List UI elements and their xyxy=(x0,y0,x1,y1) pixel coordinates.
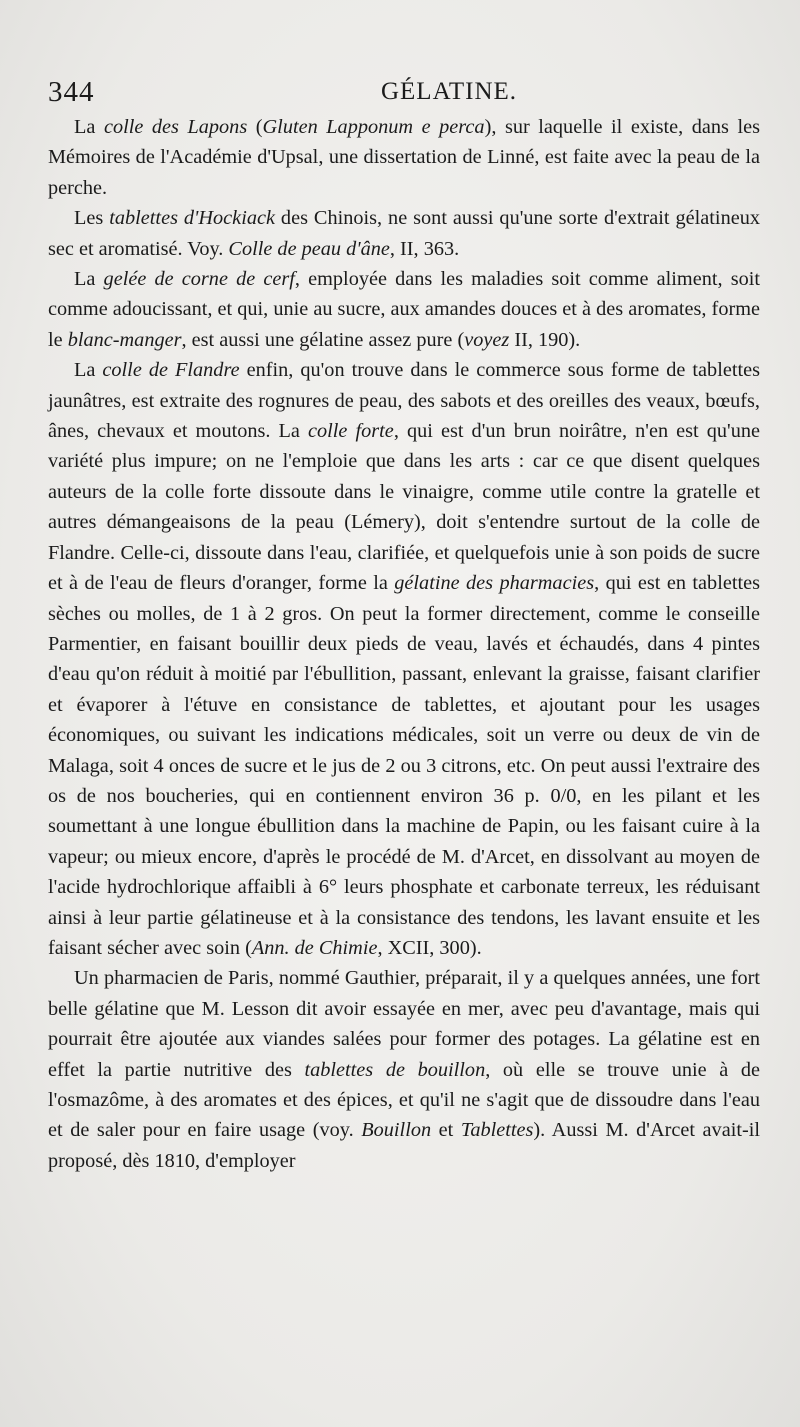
text-run: ( xyxy=(247,116,263,138)
text-run: , qui est en tablettes sèches ou molles, de 1 à 2 gros. On peut la former directement, comme le conseille Parmentier, en faisant bouillir deux pieds de veau, lavés et échaudés, dans 4 pintes d'eau qu'on réduit à moitié par l'ébullition, passant, enlevant la graisse, faisant clarifier et évaporer à l'étuve en consistance de tablettes, et ajoutant pour les usages économiques, ou suivant les indications médicales, soit un verre ou deux de vin de Malaga, soit 4 onces de sucre et le jus de 2 ou 3 citrons, etc. On peut aussi l'extraire des os de nos boucheries, qui en contiennent environ 36 p. 0/0, en les pilant et les soumettant à une longue ébullition dans la machine de Papin, ou les faisant cuire à la vapeur; ou mieux encore, d'après le procédé de M. d'Arcet, en dissolvant au moyen de l'acide hydrochlorique affaibli à 6° leurs phosphate et carbonate terreux, les réduisant ainsi à leur partie gélatineuse et à la consistance des tendons, les lavant ensuite et les faisant sécher avec soin ( xyxy=(48,572,760,959)
text-run: , où elle se trouve unie à de l'osmazôme, à des aromates et des épices, et qu'il ne s'agit que de dissoudre dans l'eau et de saler pour en faire usage (voy. xyxy=(48,1058,761,1142)
text-run: , II, 363. xyxy=(389,237,460,260)
paragraph xyxy=(48,963,760,1176)
text-run: Les xyxy=(74,207,110,230)
text-run: , est aussi une gélatine assez pure ( xyxy=(181,328,465,351)
italic-text-run: gélatine des pharmacies xyxy=(394,572,595,595)
paragraph xyxy=(48,203,760,264)
text-run: et xyxy=(431,1119,461,1142)
text-run: ). Aussi M. d'Arcet avait-il proposé, dès 1810, d'employer xyxy=(48,1119,760,1172)
italic-text-run: colle des Lapons xyxy=(103,116,248,138)
italic-text-run: Gluten Lapponum e perca xyxy=(262,116,485,138)
italic-text-run: tablettes d'Hockiack xyxy=(109,207,275,230)
text-run: Un pharmacien de Paris, nommé Gauthier, préparait, il y a quelques années, une fort belle gélatine que M. Lesson dit avoir essayée en mer, avec peu d'avantage, mais qui pourrait être ajoutée aux viandes salées pour former des potages. La gélatine est en effet la partie nutritive des xyxy=(48,967,760,1081)
italic-text-run: Bouillon xyxy=(361,1119,432,1142)
text-run: des Chinois, ne sont aussi qu'une sorte d'extrait gélatineux sec et aromatisé. Voy. xyxy=(48,207,760,260)
italic-text-run: blanc-manger xyxy=(67,328,182,351)
paragraph xyxy=(48,355,760,963)
italic-text-run: colle forte xyxy=(308,420,394,443)
italic-text-run: Colle de peau d'âne xyxy=(228,237,390,260)
paragraph xyxy=(48,264,760,355)
italic-text-run: colle de Flandre xyxy=(102,359,240,382)
text-run: , employée dans les maladies soit comme aliment, soit comme adoucissant, et qui, unie au sucre, aux amandes douces et à des aromates, forme le xyxy=(48,268,760,351)
text-run: enfin, qu'on trouve dans le commerce sous forme de tablettes jaunâtres, est extraite des rognures de peau, des sabots et des oreilles des veaux, bœufs, ânes, chevaux et moutons. La xyxy=(48,359,760,443)
text-run: , qui est d'un brun noirâtre, n'en est qu'une variété plus impure; on ne l'emploie que dans les arts : car ce que disent quelques auteurs de la colle forte dissoute dans le vinaigre, comme utile contre la gratelle et autres démangeaisons de la peau (Lémery), doit s'entendre surtout de la colle de Flandre. Celle-ci, dissoute dans l'eau, clarifiée, et quelquefois unie à son poids de sucre et à de l'eau de fleurs d'oranger, forme la xyxy=(48,420,760,595)
text-run: La xyxy=(74,268,104,291)
italic-text-run: tablettes de bouillon xyxy=(304,1058,486,1081)
text-run: II, 190). xyxy=(509,328,581,351)
body-text xyxy=(48,112,760,1176)
paragraph xyxy=(48,112,760,203)
text-run: , XCII, 300). xyxy=(377,936,482,959)
italic-text-run: Ann. de Chimie xyxy=(251,936,378,959)
text-run: ), sur laquelle il existe, dans les Mémoires de l'Académie d'Upsal, une dissertation de Linné, est faite avec la peau de la perche. xyxy=(48,116,761,199)
text-run: La xyxy=(74,116,104,138)
page-header xyxy=(48,76,760,112)
italic-text-run: Tablettes xyxy=(460,1119,534,1142)
page-number: 344 xyxy=(48,76,95,108)
italic-text-run: gelée de corne de cerf xyxy=(103,268,295,291)
italic-text-run: voyez xyxy=(464,328,510,351)
text-run: La xyxy=(74,359,103,382)
running-head: GÉLATINE. xyxy=(380,78,518,105)
